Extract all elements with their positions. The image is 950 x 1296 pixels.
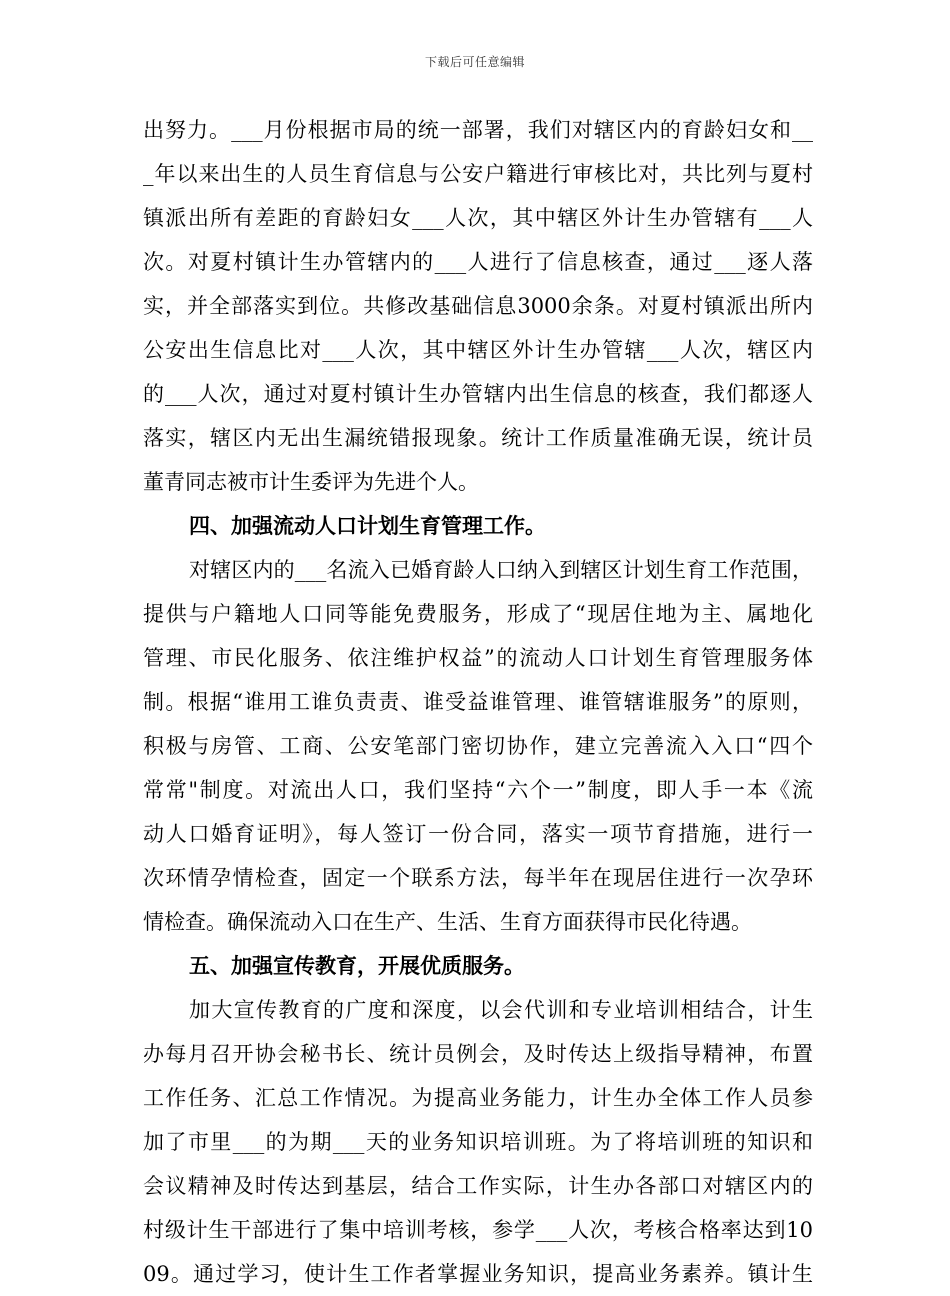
- paragraph-line: 落实，辖区内无出生漏统错报现象。统计工作质量准确无误，统计员: [143, 426, 813, 450]
- paragraph-line: 出努力。___月份根据市局的统一部署，我们对辖区内的育龄妇女和__: [143, 118, 813, 142]
- paragraph-line: 积极与房管、工商、公安笔部门密切协作，建立完善流入入口“四个: [143, 734, 813, 758]
- paragraph-line: 会议精神及时传达到基层，结合工作实际，计生办各部口对辖区内的: [143, 1174, 813, 1198]
- paragraph-line: _年以来出生的人员生育信息与公安户籍进行审核比对，共比列与夏村: [143, 162, 813, 186]
- section-heading: 四、加强流动人口计划生育管理工作。: [189, 513, 546, 538]
- paragraph-line: 09。通过学习，使计生工作者掌握业务知识，提高业务素养。镇计生: [143, 1262, 813, 1286]
- paragraph-line: 公安出生信息比对___人次，其中辖区外计生办管辖___人次，辖区内: [143, 338, 813, 362]
- paragraph-line: 村级计生干部进行了集中培训考核，参学___人次，考核合格率达到10: [143, 1218, 813, 1242]
- paragraph-line: 董青同志被市计生委评为先进个人。: [143, 470, 479, 494]
- paragraph-line: 制。根据“谁用工谁负责责、谁受益谁管理、谁管辖谁服务”的原则，: [143, 690, 813, 714]
- paragraph-line: 情检查。确保流动入口在生产、生活、生育方面获得市民化待遇。: [143, 910, 752, 934]
- paragraph-line: 次环情孕情检查，固定一个联系方法，每半年在现居住进行一次孕环: [143, 866, 813, 890]
- page-header: 下载后可任意编辑: [424, 55, 525, 69]
- paragraph-line: 加了市里___的为期___天的业务知识培训班。为了将培训班的知识和: [143, 1130, 813, 1154]
- document-body: [143, 108, 813, 1296]
- paragraph-line: 加大宣传教育的广度和深度，以会代训和专业培训相结合，计生: [189, 998, 813, 1022]
- paragraph-line: 镇派出所有差距的育龄妇女___人次，其中辖区外计生办管辖有___人: [143, 206, 813, 230]
- paragraph-line: 提供与户籍地人口同等能免费服务，形成了“现居住地为主、属地化: [143, 602, 813, 626]
- paragraph-line: 次。对夏村镇计生办管辖内的___人进行了信息核查，通过___逐人落: [143, 250, 813, 274]
- paragraph-line: 的___人次，通过对夏村镇计生办管辖内出生信息的核查，我们都逐人: [143, 382, 813, 406]
- paragraph-line: 工作任务、汇总工作情况。为提高业务能力，计生办全体工作人员参: [143, 1086, 813, 1110]
- paragraph-line: 动人口婚育证明》，每人签订一份合同，落实一项节育措施，进行一: [143, 822, 813, 846]
- paragraph-line: 常常"制度。对流出人口，我们坚持“六个一”制度，即人手一本《流: [143, 778, 813, 802]
- section-heading: 五、加强宣传教育，开展优质服务。: [189, 953, 525, 978]
- paragraph-line: 对辖区内的___名流入已婚育龄人口纳入到辖区计划生育工作范围，: [189, 558, 813, 582]
- paragraph-line: 实，并全部落实到位。共修改基础信息3000余条。对夏村镇派出所内: [143, 294, 813, 318]
- paragraph-line: 管理、市民化服务、依注维护权益”的流动人口计划生育管理服务体: [143, 646, 813, 670]
- paragraph-line: 办每月召开协会秘书长、统计员例会，及时传达上级指导精神，布置: [143, 1042, 813, 1066]
